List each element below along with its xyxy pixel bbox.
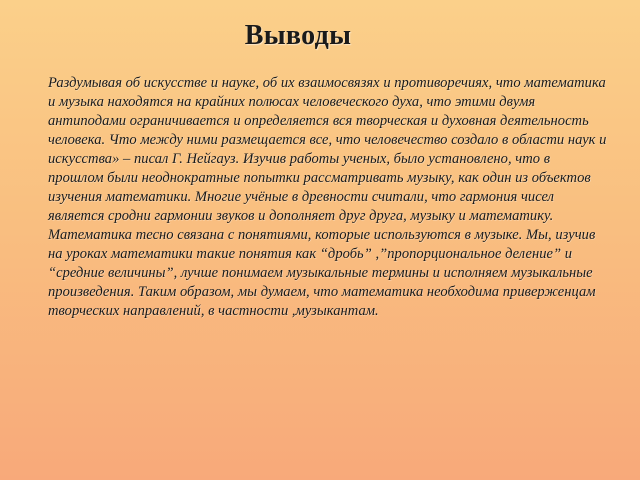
slide-body-text [48,74,608,321]
paragraph-2: Математика тесно связана с понятиями, которые используются в музыке. Мы, изучив на уроках математики такие понятия как “дробь” ,”пропорциональное деление” и “средние величины”, лучше понимаем музыкальные термины и исполняем музыкальные произведения. Таким образом, мы думаем, что математика необходима приверженцам творческих направлений, в частности ,музыкантам. [48,227,596,319]
slide-title: Выводы [244,20,352,51]
paragraph-1: Раздумывая об искусстве и науке, об их взаимосвязях и противоречиях, что математика и музыка находятся на крайних полюсах человеческого духа, что этими двумя антиподами ограничивается и определяется вся творческая и духовная деятельность человека. Что между ними размещается все, что человечество создало в области наук и искусства» – писал Г. Нейгауз. Изучив работы ученых, было установлено, что в прошлом были неоднократные попытки рассматривать музыку, как один из объектов изучения математики. Многие учёные в древности считали, что гармония чисел является сродни гармонии звуков и дополняет друг друга, музыку и математику. [48,75,607,224]
